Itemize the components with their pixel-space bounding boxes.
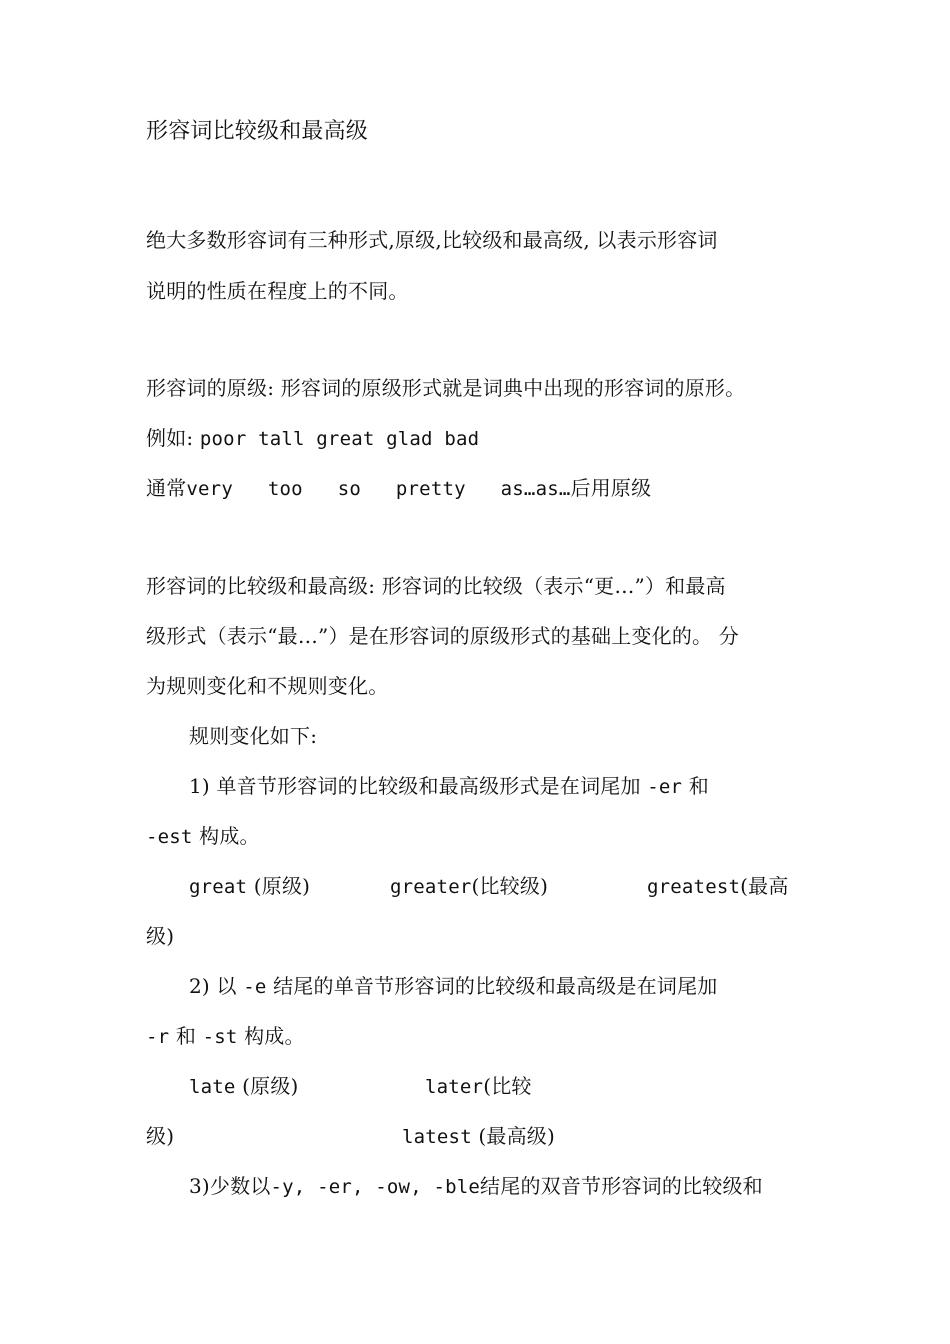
- rule2-example-base: [189, 1073, 299, 1100]
- rule1-line-1: [189, 773, 709, 800]
- rule2-line-1: [189, 973, 718, 1000]
- comparative-line-3: 为规则变化和不规则变化。: [146, 674, 389, 698]
- rule2-ex-base-word: late: [189, 1076, 236, 1098]
- usage-words: very too so pretty as…as…: [186, 478, 571, 500]
- comparative-line-2: 级形式（表示“最…”）是在形容词的原级形式的基础上变化的。 分: [146, 624, 740, 648]
- intro-line-2: 说明的性质在程度上的不同。: [146, 279, 409, 303]
- rule1-ex-base-label: (原级): [247, 874, 311, 898]
- rule2-ex-comp-label-a: (比较: [483, 1074, 532, 1098]
- rule1-text-c: 构成。: [192, 824, 260, 848]
- rule3-text-b: 结尾的双音节形容词的比较级和: [480, 1174, 763, 1198]
- usage-label: 通常: [146, 476, 187, 500]
- rule2-text-c: 和: [169, 1024, 203, 1048]
- rules-heading: 规则变化如下:: [189, 724, 318, 748]
- rule2-text-a: 2) 以: [189, 974, 244, 998]
- example-words: poor tall great glad bad: [199, 428, 480, 450]
- rule2-example-comp: [425, 1073, 532, 1100]
- document-title: 形容词比较级和最高级: [146, 119, 369, 144]
- rule1-ex-comp-word: greater: [390, 876, 472, 898]
- usage-suffix: 后用原级: [570, 476, 652, 500]
- positive-usage: [146, 475, 651, 502]
- rule2-text-d: 构成。: [237, 1024, 305, 1048]
- rule1-example-comp: [390, 873, 548, 900]
- rule1-example-sup-cont: 级): [146, 924, 175, 948]
- rule2-ex-sup-word: latest: [402, 1126, 472, 1148]
- rule2-example-sup: [402, 1123, 555, 1150]
- rule1-text-b: 和: [682, 774, 709, 798]
- rule1-ex-base-word: great: [189, 876, 248, 898]
- rule2-suffix-e: -e: [243, 976, 267, 998]
- rule2-ex-base-label: (原级): [235, 1074, 299, 1098]
- rule2-suffix-st: -st: [202, 1026, 238, 1048]
- rule3-suffixes: -y, -er, -ow, -ble: [270, 1176, 481, 1198]
- rule1-suffix-er: -er: [647, 776, 683, 798]
- rule2-ex-sup-label: (最高级): [471, 1124, 556, 1148]
- rule1-ex-comp-label: (比较级): [471, 874, 549, 898]
- rule2-example-comp-cont: 级): [146, 1124, 175, 1148]
- rule3-text-a: 3)少数以: [189, 1174, 271, 1198]
- positive-example: [146, 425, 479, 452]
- rule1-example-sup: [647, 873, 789, 900]
- rule2-line-2: [146, 1023, 305, 1050]
- intro-line-1: 绝大多数形容词有三种形式,原级,比较级和最高级, 以表示形容词: [146, 228, 718, 252]
- rule2-ex-comp-word: later: [425, 1076, 484, 1098]
- rule1-suffix-est: -est: [146, 826, 193, 848]
- rule2-text-b: 结尾的单音节形容词的比较级和最高级是在词尾加: [266, 974, 718, 998]
- rule3-line-1: [189, 1173, 763, 1200]
- rule1-example-base: [189, 873, 310, 900]
- example-label: 例如:: [146, 426, 200, 450]
- rule2-suffix-r: -r: [146, 1026, 170, 1048]
- comparative-line-1: 形容词的比较级和最高级: 形容词的比较级（表示“更…”）和最高: [146, 574, 726, 598]
- rule1-text-a: 1) 单音节形容词的比较级和最高级形式是在词尾加: [189, 774, 648, 798]
- rule1-ex-sup-word: greatest: [647, 876, 741, 898]
- rule1-ex-sup-label-a: (最高: [740, 874, 789, 898]
- rule1-line-2: [146, 823, 260, 850]
- positive-definition: 形容词的原级: 形容词的原级形式就是词典中出现的形容词的原形。: [146, 376, 746, 400]
